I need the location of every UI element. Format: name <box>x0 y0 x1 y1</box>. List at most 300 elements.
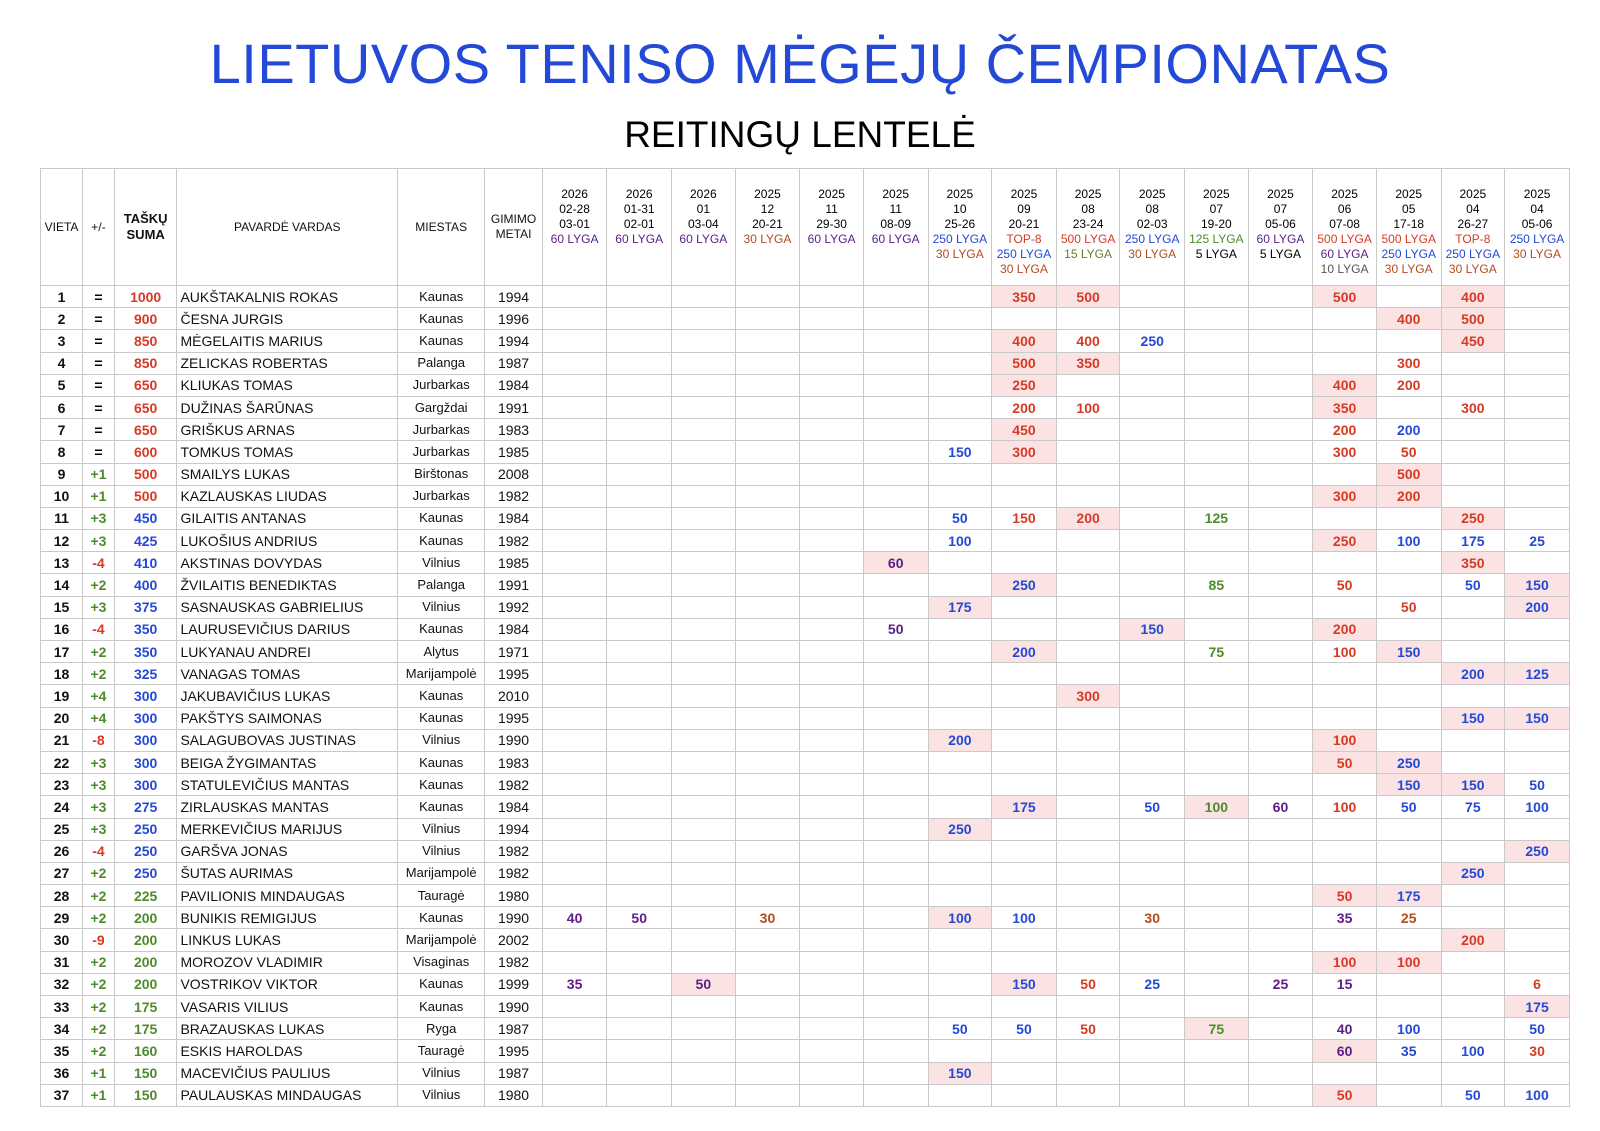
points-cell <box>992 685 1057 707</box>
points-cell <box>735 463 800 485</box>
points-cell <box>800 419 864 441</box>
player-name: BRAZAUSKAS LUKAS <box>177 1018 398 1040</box>
place-cell: 34 <box>41 1018 83 1040</box>
place-cell: 36 <box>41 1062 83 1084</box>
points-cell <box>1376 729 1441 751</box>
points-cell <box>1056 308 1120 330</box>
event-label: 26-27 <box>1457 217 1489 231</box>
points-cell <box>800 774 864 796</box>
event-label: 2026 <box>625 187 653 201</box>
points-cell <box>735 574 800 596</box>
birth-year-cell: 1971 <box>485 641 542 663</box>
event-label: 2025 <box>1010 187 1038 201</box>
place-cell: 18 <box>41 663 83 685</box>
points-cell: 200 <box>1376 485 1441 507</box>
city-cell: Vilnius <box>398 1062 485 1084</box>
points-cell <box>1505 374 1570 396</box>
city-cell: Kaunas <box>398 507 485 529</box>
points-cell: 500 <box>1056 286 1120 308</box>
table-row <box>41 751 1570 773</box>
event-label: 2025 <box>1395 187 1423 201</box>
event-label: 2025 <box>754 187 781 201</box>
points-cell: 150 <box>1505 707 1570 729</box>
points-cell <box>992 707 1057 729</box>
points-cell <box>1120 419 1185 441</box>
points-cell <box>863 1062 928 1084</box>
points-cell <box>800 951 864 973</box>
points-cell <box>800 796 864 818</box>
points-cell <box>1056 419 1120 441</box>
place-cell: 28 <box>41 885 83 907</box>
points-cell <box>1056 818 1120 840</box>
points-cell <box>928 707 992 729</box>
event-label: 15 LYGA <box>1064 247 1112 261</box>
points-cell <box>1441 1062 1505 1084</box>
points-cell <box>672 774 736 796</box>
event-label: 250 LYGA <box>996 247 1052 261</box>
table-row <box>41 352 1570 374</box>
sum-cell: 500 <box>114 463 177 485</box>
points-cell <box>1248 286 1313 308</box>
city-cell: Kaunas <box>398 618 485 640</box>
city-cell: Jurbarkas <box>398 485 485 507</box>
event-label: 30 LYGA <box>935 247 984 261</box>
points-cell <box>1313 707 1377 729</box>
event-label: 2025 <box>882 187 910 201</box>
sum-cell: 400 <box>114 574 177 596</box>
points-cell <box>992 596 1057 618</box>
points-cell <box>672 441 736 463</box>
change-cell: +2 <box>83 996 115 1018</box>
points-cell <box>1056 996 1120 1018</box>
points-cell <box>1185 818 1249 840</box>
points-cell: 35 <box>542 973 607 995</box>
points-cell <box>1313 308 1377 330</box>
birth-year-cell: 1994 <box>485 818 542 840</box>
place-cell: 13 <box>41 552 83 574</box>
event-label: 08 <box>1081 202 1095 216</box>
event-label: 10 <box>953 202 967 216</box>
player-name: LUKOŠIUS ANDRIUS <box>177 530 398 552</box>
points-cell <box>1056 530 1120 552</box>
points-cell <box>542 485 607 507</box>
points-cell <box>672 862 736 884</box>
place-cell: 8 <box>41 441 83 463</box>
birth-year-cell: 1990 <box>485 907 542 929</box>
points-cell: 100 <box>1376 530 1441 552</box>
points-cell <box>735 685 800 707</box>
points-cell <box>735 641 800 663</box>
points-cell <box>1313 818 1377 840</box>
points-cell <box>1248 951 1313 973</box>
header-city: MIESTAS <box>398 169 485 286</box>
points-cell <box>1185 530 1249 552</box>
points-cell <box>928 751 992 773</box>
points-cell: 200 <box>928 729 992 751</box>
event-label: 05-06 <box>1265 217 1296 231</box>
points-cell: 50 <box>1313 1084 1377 1106</box>
points-cell: 150 <box>1376 774 1441 796</box>
event-label: 250 LYGA <box>1445 247 1501 261</box>
points-cell <box>542 507 607 529</box>
points-cell <box>672 1062 736 1084</box>
points-cell <box>1185 729 1249 751</box>
points-cell <box>1120 996 1185 1018</box>
place-cell: 9 <box>41 463 83 485</box>
points-cell <box>1185 663 1249 685</box>
points-cell: 40 <box>542 907 607 929</box>
change-cell: +2 <box>83 862 115 884</box>
points-cell <box>1505 951 1570 973</box>
player-name: ŠUTAS AURIMAS <box>177 862 398 884</box>
place-cell: 11 <box>41 507 83 529</box>
player-name: ČESNA JURGIS <box>177 308 398 330</box>
event-label: 60 LYGA <box>615 232 664 246</box>
place-cell: 24 <box>41 796 83 818</box>
player-name: GRIŠKUS ARNAS <box>177 419 398 441</box>
points-cell: 400 <box>992 330 1057 352</box>
event-label: 2025 <box>1267 187 1294 201</box>
points-cell <box>863 663 928 685</box>
event-label: 30 LYGA <box>743 232 792 246</box>
points-cell <box>928 641 992 663</box>
points-cell <box>1441 419 1505 441</box>
header-event-11 <box>1185 169 1249 286</box>
points-cell <box>1120 507 1185 529</box>
points-cell <box>542 618 607 640</box>
points-cell: 100 <box>928 530 992 552</box>
points-cell <box>863 441 928 463</box>
change-cell: -4 <box>83 552 115 574</box>
sum-cell: 350 <box>114 618 177 640</box>
points-cell: 250 <box>992 574 1057 596</box>
birth-year-cell: 1990 <box>485 729 542 751</box>
place-cell: 6 <box>41 396 83 418</box>
points-cell <box>863 685 928 707</box>
sum-cell: 150 <box>114 1084 177 1106</box>
header-event-8 <box>992 169 1057 286</box>
event-label: 2025 <box>1202 187 1230 201</box>
points-cell <box>863 641 928 663</box>
event-label: 02-28 <box>559 202 590 216</box>
city-cell: Vilnius <box>398 729 485 751</box>
place-cell: 5 <box>41 374 83 396</box>
points-cell <box>1056 1040 1120 1062</box>
points-cell <box>672 929 736 951</box>
points-cell <box>1441 463 1505 485</box>
points-cell <box>1505 330 1570 352</box>
points-cell <box>863 1018 928 1040</box>
points-cell: 35 <box>1313 907 1377 929</box>
points-cell <box>1313 774 1377 796</box>
points-cell: 50 <box>1056 1018 1120 1040</box>
points-cell <box>1376 286 1441 308</box>
points-cell <box>1185 685 1249 707</box>
points-cell <box>1120 308 1185 330</box>
points-cell <box>607 1040 672 1062</box>
points-cell: 125 <box>1505 663 1570 685</box>
table-row <box>41 774 1570 796</box>
points-cell <box>1056 596 1120 618</box>
header-event-4 <box>735 169 800 286</box>
points-cell: 250 <box>1441 507 1505 529</box>
event-label: 02-03 <box>1136 217 1168 231</box>
points-cell <box>1313 352 1377 374</box>
event-label: 09 <box>1017 202 1031 216</box>
change-cell: +1 <box>83 485 115 507</box>
points-cell <box>672 885 736 907</box>
points-cell <box>542 996 607 1018</box>
birth-year-cell: 1980 <box>485 885 542 907</box>
points-cell <box>1120 840 1185 862</box>
points-cell <box>1120 396 1185 418</box>
change-cell: +3 <box>83 530 115 552</box>
header-change: +/- <box>83 169 115 286</box>
points-cell <box>992 308 1057 330</box>
points-cell <box>607 1018 672 1040</box>
points-cell <box>607 618 672 640</box>
points-cell: 50 <box>672 973 736 995</box>
points-cell <box>735 729 800 751</box>
place-cell: 17 <box>41 641 83 663</box>
points-cell <box>542 308 607 330</box>
points-cell <box>1313 552 1377 574</box>
points-cell <box>1376 507 1441 529</box>
city-cell: Vilnius <box>398 552 485 574</box>
points-cell <box>607 951 672 973</box>
points-cell <box>1120 1018 1185 1040</box>
points-cell <box>1056 751 1120 773</box>
points-cell: 150 <box>992 507 1057 529</box>
change-cell: +2 <box>83 641 115 663</box>
change-cell: +2 <box>83 1040 115 1062</box>
points-cell <box>672 1018 736 1040</box>
change-cell: +2 <box>83 907 115 929</box>
points-cell <box>735 286 800 308</box>
player-name: ZELICKAS ROBERTAS <box>177 352 398 374</box>
city-cell: Jurbarkas <box>398 441 485 463</box>
points-cell <box>1505 419 1570 441</box>
birth-year-cell: 1982 <box>485 862 542 884</box>
points-cell <box>1505 929 1570 951</box>
birth-year-cell: 1991 <box>485 574 542 596</box>
table-row <box>41 973 1570 995</box>
place-cell: 14 <box>41 574 83 596</box>
points-cell <box>1185 596 1249 618</box>
event-label: 29-30 <box>816 217 847 231</box>
event-label: 2026 <box>689 187 717 201</box>
place-cell: 29 <box>41 907 83 929</box>
points-cell: 300 <box>1313 485 1377 507</box>
event-label: 60 LYGA <box>871 232 920 246</box>
points-cell <box>1185 396 1249 418</box>
points-cell <box>1505 618 1570 640</box>
points-cell <box>863 1084 928 1106</box>
sum-cell: 375 <box>114 596 177 618</box>
points-cell <box>928 574 992 596</box>
points-cell <box>672 286 736 308</box>
sum-cell: 175 <box>114 1018 177 1040</box>
change-cell: +3 <box>83 596 115 618</box>
points-cell <box>863 374 928 396</box>
header-year-line2: METAI <box>495 227 532 241</box>
points-cell: 175 <box>992 796 1057 818</box>
sum-cell: 600 <box>114 441 177 463</box>
points-cell <box>1441 996 1505 1018</box>
points-cell <box>1120 929 1185 951</box>
table-row <box>41 729 1570 751</box>
points-cell <box>607 973 672 995</box>
event-label: 500 LYGA <box>1317 232 1372 246</box>
event-label: 30 LYGA <box>1000 262 1048 276</box>
points-cell <box>542 774 607 796</box>
place-cell: 37 <box>41 1084 83 1106</box>
table-row <box>41 396 1570 418</box>
player-name: ESKIS HAROLDAS <box>177 1040 398 1062</box>
points-cell <box>1056 441 1120 463</box>
points-cell <box>607 330 672 352</box>
table-row <box>41 951 1570 973</box>
points-cell <box>1505 485 1570 507</box>
birth-year-cell: 1987 <box>485 1062 542 1084</box>
birth-year-cell: 1983 <box>485 751 542 773</box>
points-cell <box>672 729 736 751</box>
points-cell <box>1056 552 1120 574</box>
table-row <box>41 1062 1570 1084</box>
city-cell: Kaunas <box>398 973 485 995</box>
points-cell <box>607 885 672 907</box>
points-cell <box>800 530 864 552</box>
points-cell <box>863 308 928 330</box>
points-cell <box>1120 374 1185 396</box>
points-cell <box>1376 396 1441 418</box>
points-cell <box>992 751 1057 773</box>
points-cell <box>928 1084 992 1106</box>
points-cell <box>1185 441 1249 463</box>
points-cell <box>1185 485 1249 507</box>
points-cell <box>1120 1062 1185 1084</box>
points-cell <box>863 1040 928 1062</box>
points-cell <box>992 618 1057 640</box>
header-event-12 <box>1248 169 1313 286</box>
points-cell <box>928 685 992 707</box>
birth-year-cell: 1984 <box>485 618 542 640</box>
header-event-2 <box>607 169 672 286</box>
event-label: 25-26 <box>944 217 976 231</box>
table-body <box>41 286 1570 1107</box>
points-cell <box>1505 907 1570 929</box>
points-cell: 60 <box>1248 796 1313 818</box>
points-cell <box>928 796 992 818</box>
points-cell <box>1376 552 1441 574</box>
points-cell <box>735 818 800 840</box>
points-cell <box>1185 774 1249 796</box>
points-cell <box>1120 485 1185 507</box>
event-label: 5 LYGA <box>1259 247 1302 261</box>
player-name: MERKEVIČIUS MARIJUS <box>177 818 398 840</box>
birth-year-cell: 1999 <box>485 973 542 995</box>
points-cell <box>800 818 864 840</box>
birth-year-cell: 1984 <box>485 374 542 396</box>
points-cell <box>863 796 928 818</box>
event-label: 250 LYGA <box>1381 247 1436 261</box>
points-cell <box>1248 463 1313 485</box>
city-cell: Palanga <box>398 574 485 596</box>
points-cell <box>992 1084 1057 1106</box>
points-cell: 350 <box>992 286 1057 308</box>
event-label: 05-06 <box>1521 217 1553 231</box>
place-cell: 19 <box>41 685 83 707</box>
points-cell <box>607 729 672 751</box>
points-cell: 100 <box>992 907 1057 929</box>
points-cell: 200 <box>1505 596 1570 618</box>
event-label: 30 LYGA <box>1384 262 1433 276</box>
change-cell: = <box>83 330 115 352</box>
change-cell: +3 <box>83 818 115 840</box>
event-label: 07-08 <box>1329 217 1360 231</box>
sum-cell: 250 <box>114 840 177 862</box>
points-cell <box>735 374 800 396</box>
place-cell: 22 <box>41 751 83 773</box>
points-cell <box>1248 441 1313 463</box>
event-label: 11 <box>889 202 902 216</box>
birth-year-cell: 1992 <box>485 596 542 618</box>
points-cell <box>1441 840 1505 862</box>
points-cell <box>735 441 800 463</box>
points-cell <box>1376 330 1441 352</box>
points-cell: 150 <box>1120 618 1185 640</box>
event-label: 08-09 <box>880 217 912 231</box>
points-cell <box>542 796 607 818</box>
table-row <box>41 463 1570 485</box>
points-cell: 400 <box>1313 374 1377 396</box>
points-cell <box>1248 574 1313 596</box>
place-cell: 4 <box>41 352 83 374</box>
points-cell <box>1441 596 1505 618</box>
points-cell <box>863 463 928 485</box>
points-cell <box>1056 929 1120 951</box>
points-cell <box>607 574 672 596</box>
player-name: GARŠVA JONAS <box>177 840 398 862</box>
points-cell <box>863 530 928 552</box>
place-cell: 16 <box>41 618 83 640</box>
birth-year-cell: 1980 <box>485 1084 542 1106</box>
place-cell: 26 <box>41 840 83 862</box>
points-cell <box>800 308 864 330</box>
birth-year-cell: 2002 <box>485 929 542 951</box>
points-cell <box>735 308 800 330</box>
header-place: VIETA <box>41 169 83 286</box>
points-cell: 400 <box>1376 308 1441 330</box>
points-cell <box>735 1062 800 1084</box>
points-cell <box>800 1084 864 1106</box>
sum-cell: 410 <box>114 552 177 574</box>
points-cell <box>992 729 1057 751</box>
points-cell <box>1376 973 1441 995</box>
points-cell <box>672 641 736 663</box>
birth-year-cell: 1982 <box>485 530 542 552</box>
points-cell <box>1056 840 1120 862</box>
points-cell <box>542 729 607 751</box>
points-cell <box>1248 1040 1313 1062</box>
points-cell <box>1441 685 1505 707</box>
points-cell <box>542 1084 607 1106</box>
points-cell <box>1120 774 1185 796</box>
birth-year-cell: 1983 <box>485 419 542 441</box>
event-label: 01-31 <box>623 202 655 216</box>
points-cell: 250 <box>1313 530 1377 552</box>
points-cell: 500 <box>1313 286 1377 308</box>
